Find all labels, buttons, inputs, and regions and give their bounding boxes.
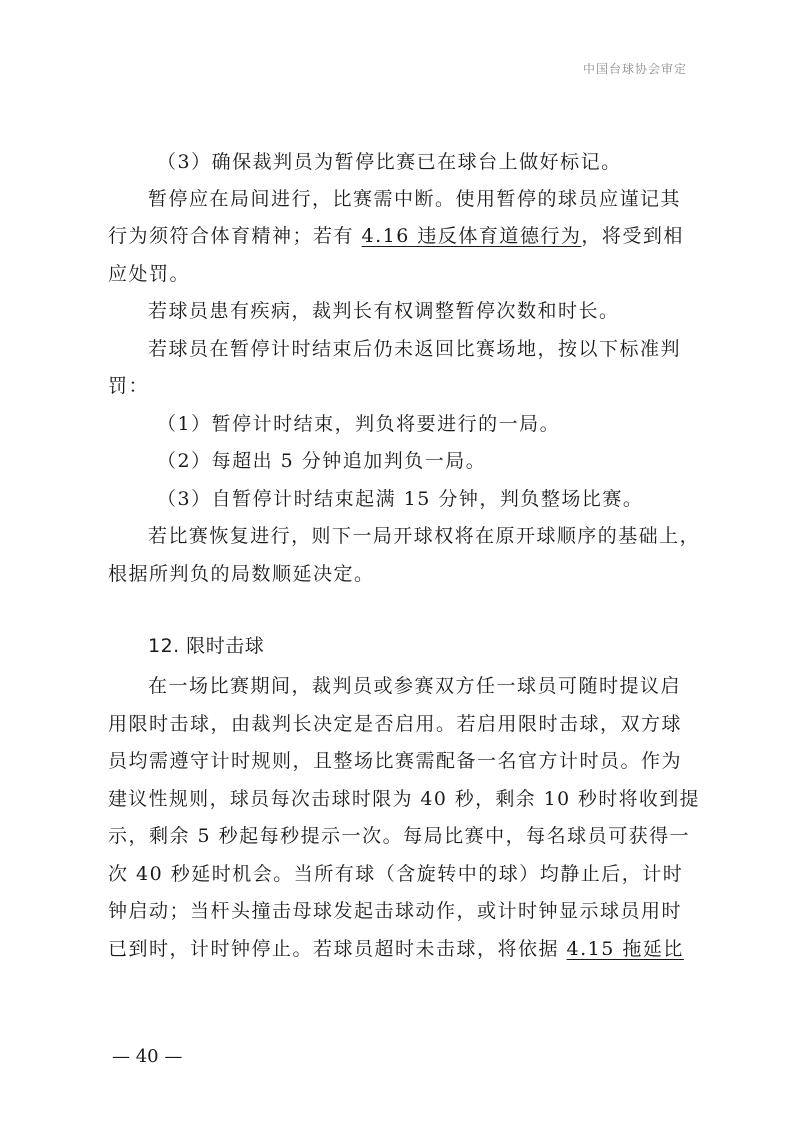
text-span: ，将受到相 — [581, 225, 684, 247]
paragraph-line: 次 40 秒延时机会。当所有球（含旋转中的球）均静止后，计时 — [108, 863, 684, 885]
text-span: 已到时，计时钟停止。若球员超时未击球，将依据 — [108, 938, 567, 960]
paragraph-line: 暂停应在局间进行，比赛需中断。使用暂停的球员应谨记其 — [148, 188, 682, 210]
text-span: 行为须符合体育精神；若有 — [108, 225, 362, 247]
paragraph-line: 若比赛恢复进行，则下一局开球权将在原开球顺序的基础上， — [148, 525, 701, 547]
paragraph-line: 建议性规则，球员每次击球时限为 40 秒，剩余 10 秒时将收到提 — [108, 788, 701, 810]
paragraph-line: （3）确保裁判员为暂停比赛已在球台上做好标记。 — [157, 151, 622, 173]
paragraph-line: 罚： — [108, 375, 150, 397]
section-heading: 12. 限时击球 — [148, 635, 265, 657]
rule-link-4-16[interactable]: 4.16 违反体育道德行为 — [361, 225, 582, 247]
paragraph-line — [108, 224, 684, 248]
paragraph-line: 在一场比赛期间，裁判员或参赛双方任一球员可随时提议启 — [148, 675, 682, 697]
paragraph-line: 员均需遵守计时规则，且整场比赛需配备一名官方计时员。作为 — [108, 750, 683, 772]
list-item: （1）暂停计时结束，判负将要进行的一局。 — [157, 413, 561, 435]
paragraph-line: 若球员患有疾病，裁判长有权调整暂停次数和时长。 — [148, 300, 620, 322]
rule-link-4-15[interactable]: 4.15 拖延比 — [566, 938, 684, 960]
paragraph-line: 根据所判负的局数顺延决定。 — [108, 563, 375, 585]
approval-header: 中国台球协会审定 — [582, 62, 687, 76]
paragraph-line: 若球员在暂停计时结束后仍未返回比赛场地，按以下标准判 — [148, 338, 682, 360]
list-item: （3）自暂停计时结束起满 15 分钟，判负整场比赛。 — [157, 488, 644, 510]
paragraph-line: 示，剩余 5 秒起每秒提示一次。每局比赛中，每名球员可获得一 — [108, 825, 691, 847]
paragraph-line: 用限时击球，由裁判长决定是否启用。若启用限时击球，双方球 — [108, 713, 683, 735]
paragraph-line: 应处罚。 — [108, 263, 191, 285]
list-item: （2）每超出 5 分钟追加判负一局。 — [157, 450, 487, 472]
paragraph-line: 钟启动；当杆头撞击母球发起击球动作，或计时钟显示球员用时 — [108, 900, 683, 922]
page-number: — 40 — — [112, 1046, 183, 1067]
paragraph-line — [108, 937, 684, 961]
